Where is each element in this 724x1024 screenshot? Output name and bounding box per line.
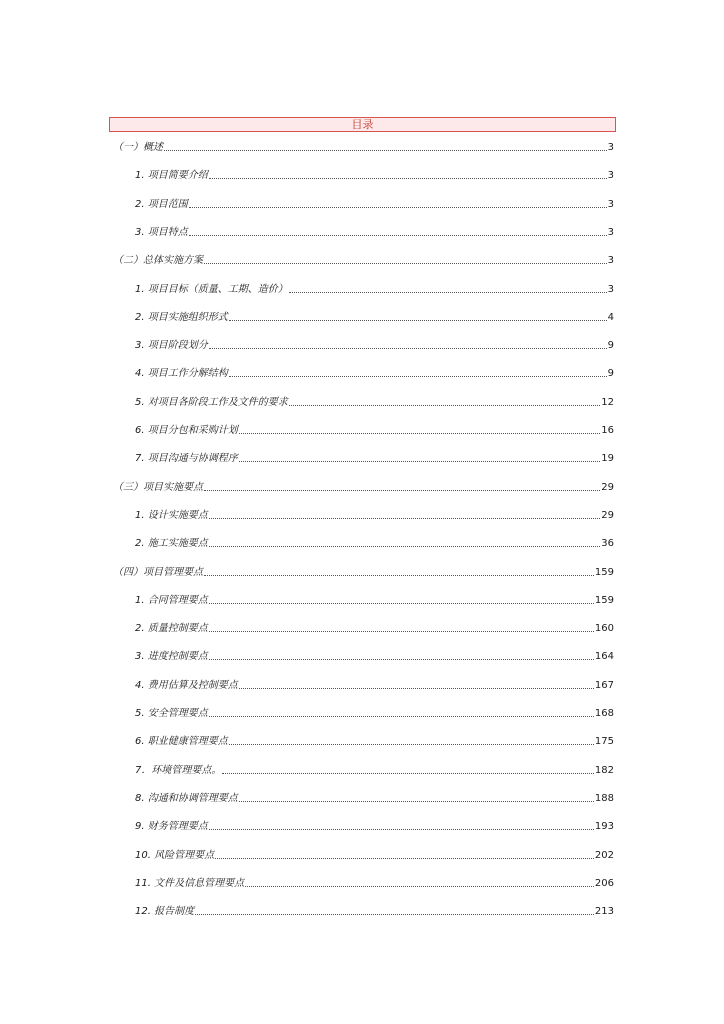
toc-entry-label: 1. 项目简要介绍 xyxy=(135,170,208,182)
toc-page-number: 3 xyxy=(607,255,614,267)
toc-page-number: 159 xyxy=(594,594,614,606)
toc-dot-leader xyxy=(289,404,601,406)
toc-subsection-entry[interactable] xyxy=(135,508,614,522)
toc-page-number: 167 xyxy=(594,679,614,691)
toc-title: 目录 xyxy=(109,117,616,132)
toc-page-number: 193 xyxy=(594,821,614,833)
toc-entry-label: 6. 职业健康管理要点 xyxy=(135,736,228,748)
toc-dot-leader xyxy=(215,857,594,859)
toc-dot-leader xyxy=(189,206,607,208)
toc-entry-label: （一）概述 xyxy=(113,142,163,153)
toc-page-number: 3 xyxy=(607,170,614,182)
toc-page-number: 12 xyxy=(601,396,614,408)
toc-subsection-entry[interactable] xyxy=(135,282,614,296)
toc-dot-leader xyxy=(289,291,607,293)
toc-subsection-entry[interactable] xyxy=(135,451,614,465)
toc-subsection-entry[interactable] xyxy=(135,395,614,409)
toc-entry-label: 6. 项目分包和采购计划 xyxy=(135,425,238,436)
toc-section-entry[interactable] xyxy=(113,140,614,154)
toc-page-number: 3 xyxy=(607,283,614,295)
toc-subsection-entry[interactable] xyxy=(135,734,614,748)
toc-dot-leader xyxy=(209,715,594,717)
toc-subsection-entry[interactable] xyxy=(135,763,614,777)
toc-page-number: 164 xyxy=(594,651,614,663)
toc-subsection-entry[interactable] xyxy=(135,904,614,918)
toc-entry-label: （四）项目管理要点 xyxy=(113,566,203,578)
toc-dot-leader xyxy=(209,828,594,830)
toc-entry-label: （三）项目实施要点 xyxy=(113,481,203,493)
toc-page-number: 9 xyxy=(607,368,614,380)
toc-page-number: 160 xyxy=(594,623,614,635)
toc-entry-label: 3. 项目阶段划分 xyxy=(135,340,208,352)
toc-page-number: 188 xyxy=(594,792,614,804)
toc-entry-label: 2. 质量控制要点 xyxy=(135,623,208,635)
toc-dot-leader xyxy=(209,545,601,547)
toc-subsection-entry[interactable] xyxy=(135,423,614,437)
toc-subsection-entry[interactable] xyxy=(135,706,614,720)
toc-entry-label: 1. 设计实施要点 xyxy=(135,509,208,521)
toc-dot-leader xyxy=(209,177,607,179)
toc-subsection-entry[interactable] xyxy=(135,876,614,890)
toc-entry-label: 9. 财务管理要点 xyxy=(135,821,208,833)
toc-subsection-entry[interactable] xyxy=(135,791,614,805)
toc-entry-label: 2. 项目实施组织形式 xyxy=(135,311,228,323)
toc-page-number: 29 xyxy=(601,509,614,521)
toc-subsection-entry[interactable] xyxy=(135,197,614,211)
toc-dot-leader xyxy=(245,885,594,887)
toc-page-number: 213 xyxy=(594,906,614,918)
toc-entry-label: 3. 项目特点 xyxy=(135,226,188,238)
toc-entry-label: 1. 项目目标（质量、工期、造价） xyxy=(135,283,288,295)
toc-dot-leader xyxy=(209,347,607,349)
toc-entry-label: 5. 对项目各阶段工作及文件的要求 xyxy=(135,396,288,408)
toc-page-number: 19 xyxy=(601,453,614,465)
toc-dot-leader xyxy=(204,574,594,576)
toc-page-number: 3 xyxy=(607,198,614,210)
toc-entry-label: 2. 项目范围 xyxy=(135,198,188,210)
toc-dot-leader xyxy=(229,375,607,377)
toc-subsection-entry[interactable] xyxy=(135,678,614,692)
toc-dot-leader xyxy=(189,234,607,236)
toc-subsection-entry[interactable] xyxy=(135,848,614,862)
toc-subsection-entry[interactable] xyxy=(135,593,614,607)
toc-entry-label: 12. 报告制度 xyxy=(135,906,195,918)
toc-entry-label: 3. 进度控制要点 xyxy=(135,651,208,663)
toc-page-number: 4 xyxy=(607,311,614,323)
toc-page-number: 206 xyxy=(594,877,614,889)
toc-subsection-entry[interactable] xyxy=(135,338,614,352)
toc-entry-label: （二）总体实施方案 xyxy=(113,255,203,267)
toc-dot-leader xyxy=(229,743,594,745)
toc-subsection-entry[interactable] xyxy=(135,819,614,833)
toc-subsection-entry[interactable] xyxy=(135,536,614,550)
toc-page-number: 3 xyxy=(607,142,614,153)
toc-dot-leader xyxy=(229,319,607,321)
toc-subsection-entry[interactable] xyxy=(135,225,614,239)
toc-dot-leader xyxy=(239,432,601,434)
toc-dot-leader xyxy=(209,517,601,519)
toc-dot-leader xyxy=(204,262,607,264)
toc-entry-label: 4. 项目工作分解结构 xyxy=(135,368,228,380)
toc-subsection-entry[interactable] xyxy=(135,366,614,380)
toc-page-number: 159 xyxy=(594,566,614,578)
toc-subsection-entry[interactable] xyxy=(135,310,614,324)
toc-dot-leader xyxy=(195,913,594,915)
toc-section-entry[interactable] xyxy=(113,253,614,267)
toc-entry-label: 1. 合同管理要点 xyxy=(135,594,208,606)
toc-entry-label: 11. 文件及信息管理要点 xyxy=(135,877,245,889)
toc-dot-leader xyxy=(222,772,594,774)
toc-page-number: 16 xyxy=(601,425,614,436)
toc-entry-label: 5. 安全管理要点 xyxy=(135,708,208,719)
toc-dot-leader xyxy=(239,800,594,802)
toc-entry-label: 4. 费用估算及控制要点 xyxy=(135,679,238,691)
toc-page-number: 168 xyxy=(594,708,614,719)
toc-dot-leader xyxy=(204,489,600,491)
toc-entry-label: 7. 项目沟通与协调程序 xyxy=(135,453,238,465)
toc-dot-leader xyxy=(239,687,594,689)
toc-dot-leader xyxy=(209,658,594,660)
toc-dot-leader xyxy=(239,460,601,462)
toc-page-number: 9 xyxy=(607,340,614,352)
toc-section-entry[interactable] xyxy=(113,565,614,579)
toc-subsection-entry[interactable] xyxy=(135,168,614,182)
toc-section-entry[interactable] xyxy=(113,480,614,494)
toc-page-number: 36 xyxy=(601,538,614,550)
toc-dot-leader xyxy=(164,149,607,151)
toc-entry-label: 2. 施工实施要点 xyxy=(135,538,208,550)
toc-entry-label: 8. 沟通和协调管理要点 xyxy=(135,792,238,804)
toc-subsection-entry[interactable] xyxy=(135,649,614,663)
toc-subsection-entry[interactable] xyxy=(135,621,614,635)
toc-page-number: 202 xyxy=(594,849,614,861)
toc-page-number: 3 xyxy=(607,226,614,238)
toc-page-number: 182 xyxy=(594,764,614,776)
toc-page-number: 29 xyxy=(601,481,614,493)
toc-entry-label: 10. 风险管理要点 xyxy=(135,849,215,861)
toc-dot-leader xyxy=(209,630,594,632)
toc-entry-label: 7．环境管理要点。 xyxy=(135,764,222,776)
toc-page-number: 175 xyxy=(594,736,614,748)
toc-dot-leader xyxy=(209,602,594,604)
